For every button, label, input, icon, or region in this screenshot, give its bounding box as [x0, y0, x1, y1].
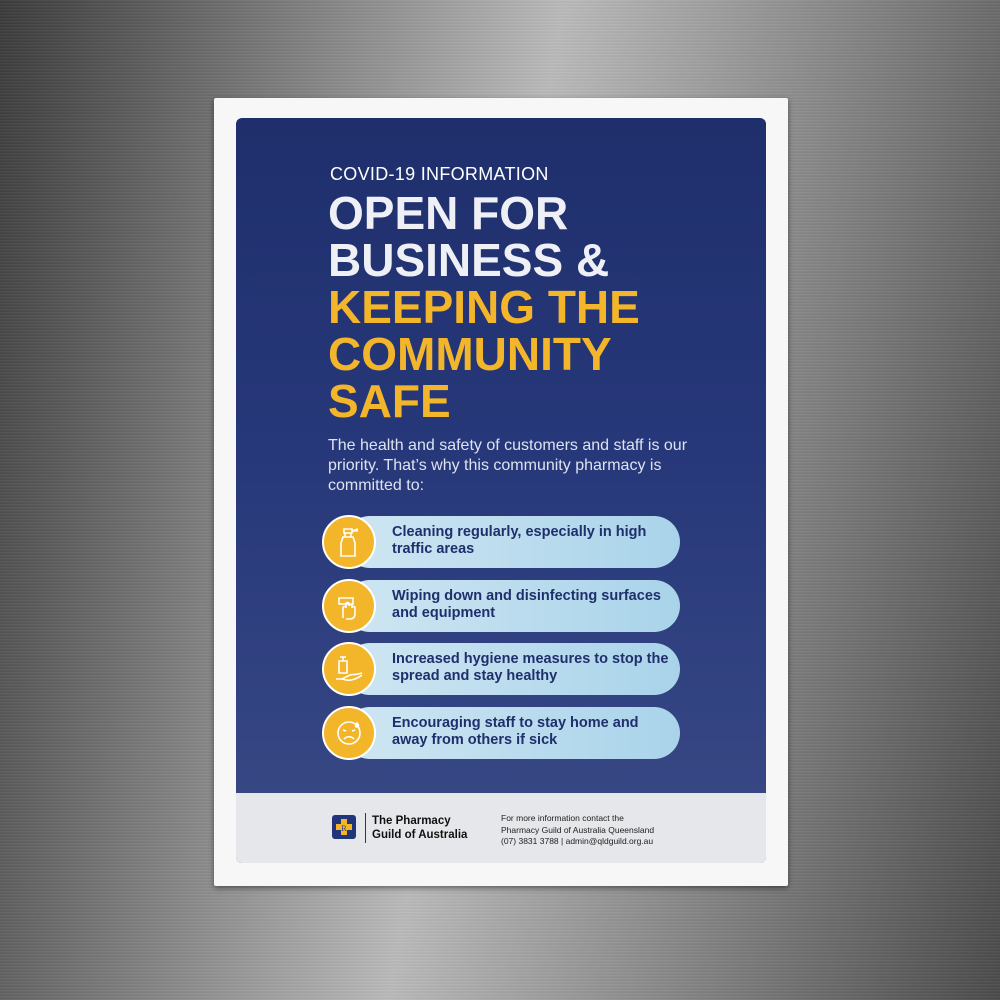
intro-text: The health and safety of customers and staff is our priority. That’s why this community pharmacy is committed to:	[328, 437, 688, 494]
commitment-pill	[344, 707, 680, 759]
poster-footer	[236, 793, 766, 863]
pharmacy-guild-logo-icon	[332, 815, 356, 839]
logo-line: The Pharmacy	[372, 815, 451, 827]
hand-sanitiser-icon	[322, 642, 376, 696]
headline-line: OPEN FOR	[328, 187, 569, 239]
commitment-item	[322, 516, 682, 568]
commitment-text: Cleaning regularly, especially in high traffic areas	[392, 524, 647, 557]
commitment-item	[322, 643, 682, 695]
commitment-pill	[344, 516, 680, 568]
spray-bottle-icon	[322, 515, 376, 569]
commitment-pill	[344, 580, 680, 632]
logo-divider	[365, 813, 366, 843]
commitment-list	[322, 516, 682, 770]
contact-line: Pharmacy Guild of Australia Queensland	[501, 824, 655, 835]
commitment-text: Encouraging staff to stay home and away from others if sick	[392, 714, 639, 748]
commitment-text: Increased hygiene measures to stop the spread and stay healthy	[392, 651, 669, 684]
commitment-pill	[344, 643, 680, 695]
covid-poster	[236, 118, 766, 863]
headline-line: SAFE	[328, 375, 451, 427]
poster-headline	[328, 187, 748, 427]
headline-line: BUSINESS &	[328, 234, 610, 286]
headline-line: COMMUNITY	[328, 328, 612, 380]
commitment-item	[322, 707, 682, 759]
commitment-text: Wiping down and disinfecting surfaces and equipment	[392, 587, 661, 621]
headline-line: KEEPING THE	[328, 281, 640, 333]
poster-kicker: COVID-19 INFORMATION	[330, 164, 549, 184]
commitment-item	[322, 580, 682, 632]
wiping-hand-icon	[322, 579, 376, 633]
contact-line: For more information contact the	[501, 813, 624, 823]
logo-line: Guild of Australia	[372, 829, 468, 841]
poster-magnet	[214, 98, 788, 886]
contact-line: (07) 3831 3788 | admin@qldguild.org.au	[501, 836, 654, 846]
sick-face-icon	[322, 706, 376, 760]
contact-info	[501, 813, 654, 848]
svg-text:R: R	[341, 824, 347, 833]
logo-text	[372, 814, 467, 842]
